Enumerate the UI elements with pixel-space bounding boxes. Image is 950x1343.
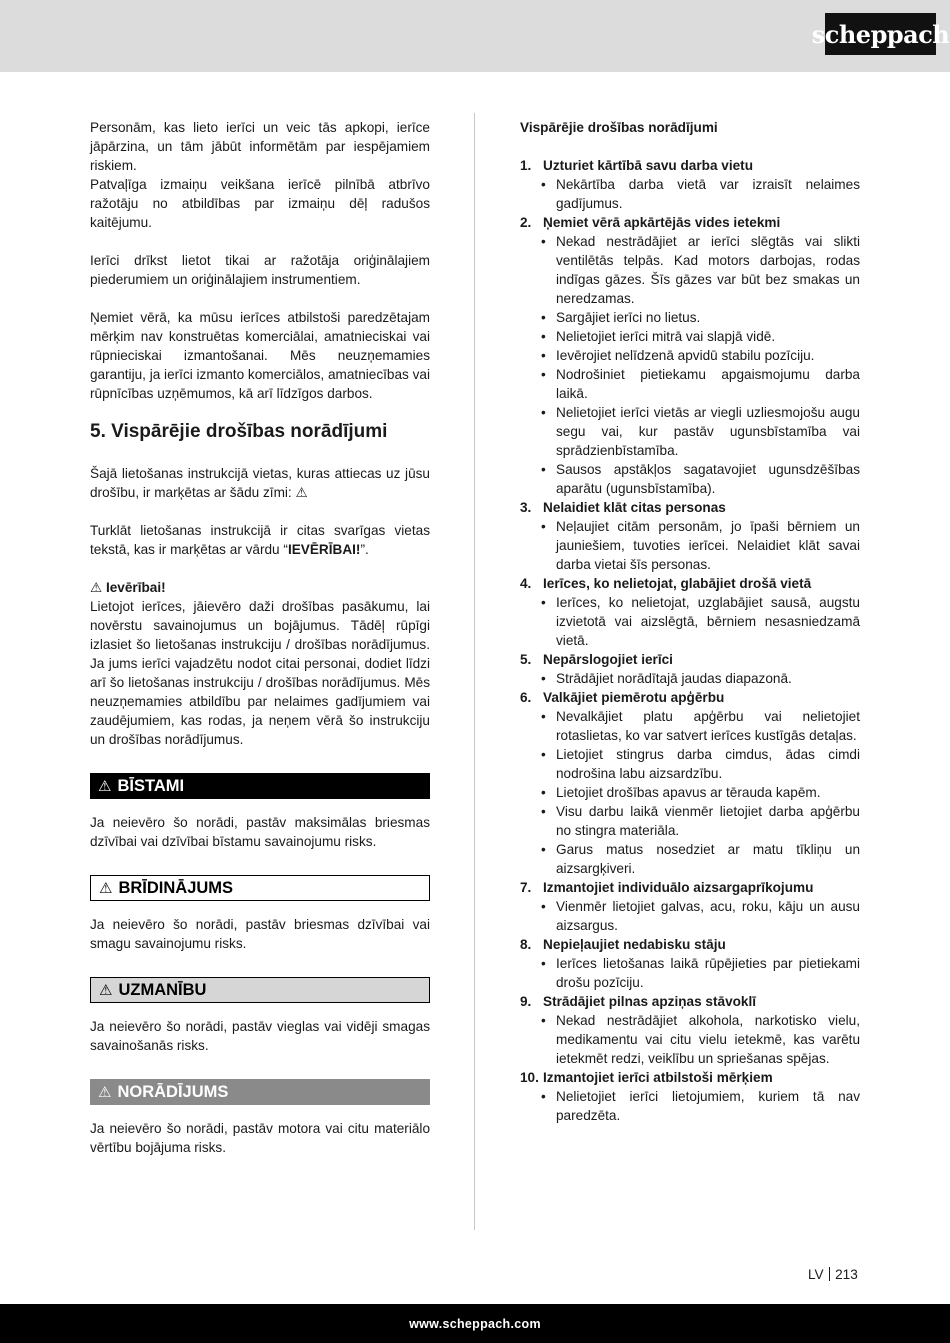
safety-item-heading: [520, 992, 860, 1011]
safety-item: [520, 935, 860, 992]
danger-label: BĪSTAMI: [117, 776, 185, 795]
bullet-item: • Ierīces lietošanas laikā rūpējieties par pietiekami drošu pozīciju.: [520, 954, 860, 992]
warning-triangle-icon: ⚠: [99, 880, 113, 897]
bullet-list: [520, 517, 860, 574]
website-link[interactable]: www.scheppach.com: [409, 1316, 541, 1331]
item-heading-text: Izmantojiet ierīci atbilstoši mērķiem: [543, 1070, 773, 1085]
item-number: 9.: [520, 994, 532, 1009]
page-value: 213: [835, 1267, 858, 1282]
item-number: 5.: [520, 652, 532, 667]
item-heading-text: Ņemiet vērā apkārtējās vides ietekmi: [543, 215, 781, 230]
item-heading-text: Ierīces, ko nelietojat, glabājiet drošā vietā: [543, 576, 812, 591]
bullet-item: • Strādājiet norādītajā jaudas diapazonā.: [520, 669, 860, 688]
item-heading-text: Izmantojiet individuālo aizsargaprīkojumu: [543, 880, 814, 895]
bullet-item: • Nelietojiet ierīci lietojumiem, kuriem tā nav paredzēta.: [520, 1087, 860, 1125]
safety-item-heading: [520, 213, 860, 232]
safety-item-heading: [520, 156, 860, 175]
caution-label: UZMANĪBU: [118, 980, 207, 999]
bullet-list: [520, 707, 860, 878]
safety-item-heading: [520, 935, 860, 954]
safety-item: [520, 574, 860, 650]
paragraph: Šajā lietošanas instrukcijā vietas, kuras attiecas uz jūsu drošību, ir marķētas ar šādu zīmi: ⚠: [90, 466, 430, 500]
item-number: 3.: [520, 500, 532, 515]
bullet-item: • Lietojiet stingrus darba cimdus, ādas cimdi nodrošina labu aizsardzību.: [520, 745, 860, 783]
header-bar: [0, 0, 950, 72]
bullet-list: [520, 1011, 860, 1068]
page-separator: [829, 1267, 831, 1281]
caution-box: [90, 977, 430, 1003]
safety-item: [520, 992, 860, 1068]
bullet-list: [520, 669, 860, 688]
bullet-item: • Nelietojiet ierīci mitrā vai slapjā vidē.: [520, 327, 860, 346]
safety-item: [520, 650, 860, 688]
paragraph: Patvaļīga izmaiņu veikšana ierīcē pilnībā atbrīvo ražotāju no atbildības par izmaiņu dēļ radušos kaitējumu.: [90, 177, 430, 230]
bullet-item: • Nekārtība darba vietā var izraisīt nelaimes gadījumus.: [520, 175, 860, 213]
notice-box: [90, 1079, 430, 1105]
item-number: 4.: [520, 576, 532, 591]
item-number: 6.: [520, 690, 532, 705]
bullet-item: • Neļaujiet citām personām, jo īpaši bērniem un jauniešiem, tuvoties ierīcei. Nelaidiet klāt savai darba vietai šīs personas.: [520, 517, 860, 574]
bullet-item: • Nodrošiniet pietiekamu apgaismojumu darba laikā.: [520, 365, 860, 403]
column-divider: [474, 113, 475, 1230]
bullet-item: • Nelietojiet ierīci vietās ar viegli uzliesmojošu augu segu vai, kur pastāv ugunsbīstamība vai sprādzienbīstamība.: [520, 403, 860, 460]
notice-label: NORĀDĪJUMS: [117, 1082, 229, 1101]
safety-list-title: Vispārējie drošības norādījumi: [520, 120, 718, 135]
bullet-list: [520, 232, 860, 498]
bullet-list: [520, 954, 860, 992]
safety-item: [520, 213, 860, 498]
item-number: 1.: [520, 158, 532, 173]
notice-text: Ja neievēro šo norādi, pastāv motora vai citu materiālo vērtību bojājuma risks.: [90, 1121, 430, 1155]
bullet-list: [520, 593, 860, 650]
item-heading-text: Nepārslogojiet ierīci: [543, 652, 673, 667]
safety-list: [520, 156, 860, 1125]
safety-item-heading: [520, 650, 860, 669]
paragraph: Personām, kas lieto ierīci un veic tās apkopi, ierīce jāpārzina, un tām jābūt informētām par iespējamiem riskiem.: [90, 120, 430, 173]
warning-text: Ja neievēro šo norādi, pastāv briesmas dzīvībai vai smagu savainojumu risks.: [90, 917, 430, 951]
safety-item: [520, 498, 860, 574]
item-number: 7.: [520, 880, 532, 895]
paragraph: Ierīci drīkst lietot tikai ar ražotāja oriģinālajiem piederumiem un oriģinālajiem instrumentiem.: [90, 253, 430, 287]
bullet-item: • Sargājiet ierīci no lietus.: [520, 308, 860, 327]
bullet-item: • Nekad nestrādājiet ar ierīci slēgtās vai slikti ventilētās telpās. Kad motors darbojas, rodas indīgas gāzes. Šīs gāzes var būt bez smakas un neredzamas.: [520, 232, 860, 308]
bullet-item: • Ierīces, ko nelietojat, uzglabājiet sausā, augstu izvietotā vai aizslēgtā, bērniem nesasniedzamā vietā.: [520, 593, 860, 650]
safety-item-heading: [520, 878, 860, 897]
warning-label: BRĪDINĀJUMS: [118, 878, 234, 897]
warning-triangle-icon: ⚠: [99, 982, 113, 999]
bullet-item: • Vienmēr lietojiet galvas, acu, roku, kāju un ausu aizsargus.: [520, 897, 860, 935]
footer-bar: [0, 1304, 950, 1343]
bullet-list: [520, 897, 860, 935]
bullet-item: • Garus matus nosedziet ar matu tīkliņu un aizsargķiveri.: [520, 840, 860, 878]
safety-item: [520, 1068, 860, 1125]
brand-logo: scheppach: [825, 13, 936, 55]
item-heading-text: Valkājiet piemērotu apģērbu: [543, 690, 725, 705]
bullet-item: • Sausos apstākļos sagatavojiet ugunsdzēšības aparātu (ugunsbīstamība).: [520, 460, 860, 498]
bullet-list: [520, 175, 860, 213]
warning-triangle-icon: ⚠: [98, 1084, 112, 1101]
paragraph: Turklāt lietošanas instrukcijā ir citas svarīgas vietas tekstā, kas ir marķētas ar vārdu “IEVĒRĪBAI!”.: [90, 523, 430, 557]
paragraph: Ņemiet vērā, ka mūsu ierīces atbilstoši paredzētajam mērķim nav konstruētas komerciālai, amatnieciskai vai rūpnieciskai izmantošanai. Mēs neuzņemamies garantiju, ja ierīci izmanto komerciālos, amatniecības vai rūpnīcības uzņēmumos, kā arī līdzīgos darbos.: [90, 310, 430, 401]
safety-item-heading: [520, 1068, 860, 1087]
attention-word: IEVĒRĪBAI!: [287, 542, 361, 557]
bullet-item: • Visu darbu laikā vienmēr lietojiet darba apģērbu no stingra materiāla.: [520, 802, 860, 840]
bullet-item: • Lietojiet drošības apavus ar tērauda kapēm.: [520, 783, 860, 802]
item-number: 2.: [520, 215, 532, 230]
attention-label: ⚠ Ievērībai!: [90, 580, 166, 595]
danger-text: Ja neievēro šo norādi, pastāv maksimālas briesmas dzīvībai vai dzīvībai bīstamu savainojumu risks.: [90, 815, 430, 849]
safety-item-heading: [520, 688, 860, 707]
item-heading-text: Uzturiet kārtībā savu darba vietu: [543, 158, 754, 173]
language-code: LV: [808, 1267, 824, 1282]
section-title: 5. Vispārējie drošības norādījumi: [90, 421, 388, 442]
page-number: [808, 1265, 858, 1284]
safety-item: [520, 688, 860, 878]
left-column: [90, 118, 430, 1157]
caution-text: Ja neievēro šo norādi, pastāv vieglas vai vidēji smagas savainošanās risks.: [90, 1019, 430, 1053]
bullet-item: • Ievērojiet nelīdzenā apvidū stabilu pozīciju.: [520, 346, 860, 365]
safety-item: [520, 156, 860, 213]
warning-box: [90, 875, 430, 901]
danger-box: [90, 773, 430, 799]
item-number: 10.: [520, 1070, 539, 1085]
safety-item-heading: [520, 574, 860, 593]
bullet-list: [520, 1087, 860, 1125]
safety-item-heading: [520, 498, 860, 517]
item-number: 8.: [520, 937, 532, 952]
right-column: [520, 118, 860, 1125]
item-heading-text: Strādājiet pilnas apziņas stāvoklī: [543, 994, 757, 1009]
item-heading-text: Nepieļaujiet nedabisku stāju: [543, 937, 726, 952]
bullet-item: • Nevalkājiet platu apģērbu vai nelietojiet rotaslietas, ko var satvert ierīces kustīgās detaļas.: [520, 707, 860, 745]
bullet-item: • Nekad nestrādājiet alkohola, narkotisko vielu, medikamentu vai citu vielu ietekmē, kas varētu ietekmēt redzi, veiklību un spriešanas spējas.: [520, 1011, 860, 1068]
safety-item: [520, 878, 860, 935]
item-heading-text: Nelaidiet klāt citas personas: [543, 500, 726, 515]
warning-triangle-icon: ⚠: [98, 778, 112, 795]
paragraph: Lietojot ierīces, jāievēro daži drošības pasākumu, lai novērstu savainojumus un bojājumus. Tādēļ rūpīgi izlasiet šo lietošanas instrukciju / drošības norādījumus. Ja jums ierīci vajadzētu nodot citai personai, dodiet līdzi arī šo lietošanas instrukciju / drošības norādījumus. Mēs neuzņemamies atbildību par nelaimes gadījumiem vai zaudējumiem, kas rodas, ja neņem vērā šo instrukciju un drošības norādījumus.: [90, 599, 430, 747]
